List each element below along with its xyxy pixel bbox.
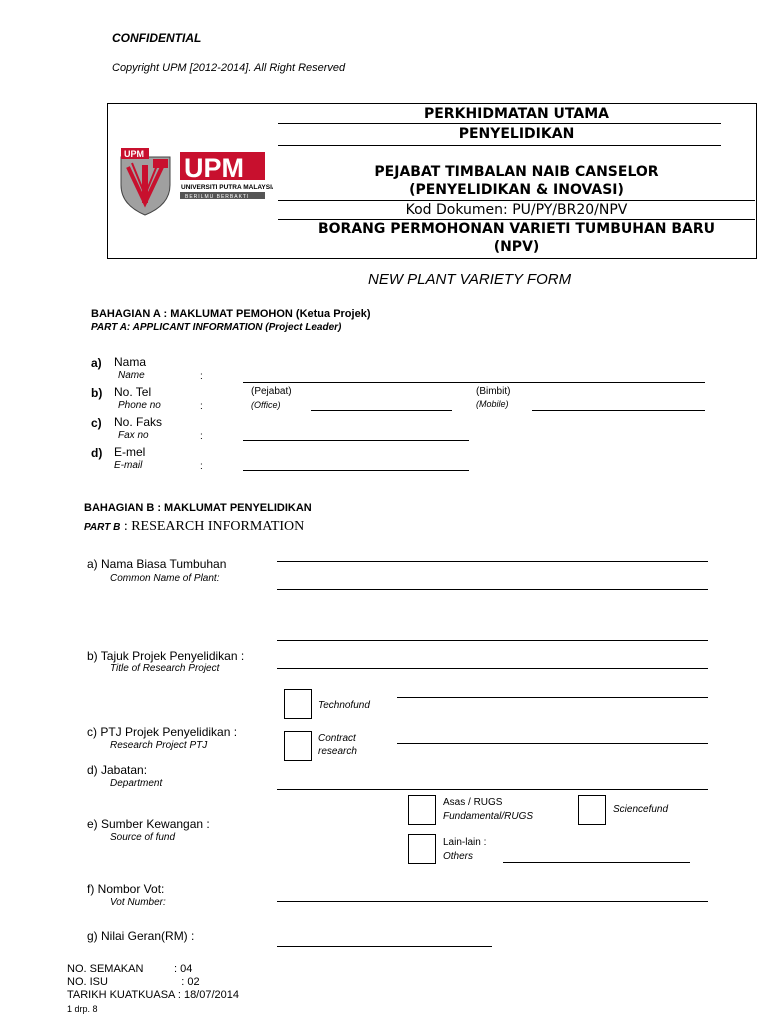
- grant-value-input-line[interactable]: [277, 946, 492, 947]
- sciencefund-checkbox[interactable]: [578, 795, 606, 825]
- ptj-label: c) PTJ Projek Penyelidikan :: [87, 725, 238, 739]
- project-title-input-line[interactable]: [277, 668, 708, 669]
- contract-input-line[interactable]: [397, 743, 708, 744]
- ptj-sublabel: Research Project PTJ: [110, 740, 208, 751]
- confidential-label: CONFIDENTIAL: [112, 31, 202, 45]
- plant-name-input-line[interactable]: [277, 561, 708, 562]
- name-label: Nama: [114, 355, 147, 369]
- effective-date: TARIKH KUATKUASA : 18/07/2014: [67, 989, 240, 1001]
- office-label: (Pejabat): [251, 386, 292, 397]
- fund-source-sublabel: Source of fund: [110, 832, 176, 843]
- part-b-prefix: PART B: [84, 522, 121, 533]
- header-line3: PEJABAT TIMBALAN NAIB CANSELOR: [374, 164, 659, 180]
- project-title-label: b) Tajuk Projek Penyelidikan :: [87, 649, 245, 663]
- phone-label: No. Tel: [114, 385, 152, 399]
- project-title-input-line[interactable]: [277, 640, 708, 641]
- field-colon: :: [200, 401, 203, 412]
- header-divider: [278, 145, 721, 146]
- contract-label: Contract: [318, 733, 356, 744]
- mobile-phone-input-line[interactable]: [532, 410, 705, 411]
- header-line4: (PENYELIDIKAN & INOVASI): [409, 182, 624, 198]
- page-number: 1 drp. 8: [67, 1004, 98, 1014]
- office-sublabel: (Office): [251, 400, 281, 410]
- vot-number-sublabel: Vot Number:: [110, 897, 166, 908]
- part-a-subheading: PART A: APPLICANT INFORMATION (Project Leader): [91, 322, 342, 333]
- field-letter: b): [91, 386, 103, 400]
- part-a-heading: BAHAGIAN A : MAKLUMAT PEMOHON (Ketua Projek): [91, 308, 371, 320]
- part-b-heading: BAHAGIAN B : MAKLUMAT PENYELIDIKAN: [84, 502, 312, 514]
- field-letter: d): [91, 446, 103, 460]
- plant-name-label: a) Nama Biasa Tumbuhan: [87, 557, 227, 571]
- header-divider: [278, 219, 755, 220]
- rugs-label: Asas / RUGS: [443, 797, 503, 808]
- technofund-input-line[interactable]: [397, 697, 708, 698]
- others-label: Lain-lain :: [443, 837, 487, 848]
- office-phone-input-line[interactable]: [311, 410, 452, 411]
- logo-badge: UPM: [124, 149, 144, 159]
- fund-source-label: e) Sumber Kewangan :: [87, 817, 210, 831]
- research-label: research: [318, 746, 357, 757]
- copyright-text: Copyright UPM [2012-2014]. All Right Reserved: [112, 62, 346, 74]
- field-letter: a): [91, 356, 102, 370]
- grant-value-label: g) Nilai Geran(RM) :: [87, 929, 195, 943]
- upm-crest-icon: [118, 145, 273, 217]
- email-label: E-mel: [114, 445, 146, 459]
- logo-text: UPM: [184, 153, 244, 183]
- logo-subtitle: UNIVERSITI PUTRA MALAYSIA: [181, 184, 273, 191]
- fax-input-line[interactable]: [243, 440, 469, 441]
- header-divider: [278, 123, 721, 124]
- upm-logo: [118, 145, 273, 217]
- form-name-line2: (NPV): [493, 239, 540, 255]
- technofund-checkbox[interactable]: [284, 689, 312, 719]
- others-checkbox[interactable]: [408, 834, 436, 864]
- plant-name-sublabel: Common Name of Plant:: [110, 573, 220, 584]
- rugs-sublabel: Fundamental/RUGS: [443, 811, 534, 822]
- fax-label: No. Faks: [114, 415, 163, 429]
- name-sublabel: Name: [118, 370, 145, 381]
- rugs-checkbox[interactable]: [408, 795, 436, 825]
- field-colon: :: [200, 431, 203, 442]
- document-code: Kod Dokumen: PU/PY/BR20/NPV: [405, 202, 628, 218]
- department-input-line[interactable]: [277, 789, 708, 790]
- department-label: d) Jabatan:: [87, 763, 148, 777]
- name-input-line[interactable]: [243, 382, 705, 383]
- header-line1: PERKHIDMATAN UTAMA: [423, 106, 609, 122]
- sciencefund-label: Sciencefund: [613, 804, 669, 815]
- mobile-label: (Bimbit): [476, 386, 511, 397]
- vot-number-label: f) Nombor Vot:: [87, 882, 165, 896]
- project-title-sublabel: Title of Research Project: [110, 663, 220, 674]
- issue-number: NO. ISU : 02: [67, 976, 200, 988]
- email-input-line[interactable]: [243, 470, 469, 471]
- contract-research-checkbox[interactable]: [284, 731, 312, 761]
- header-divider: [278, 200, 755, 201]
- revision-number: NO. SEMAKAN : 04: [67, 963, 193, 975]
- department-sublabel: Department: [110, 778, 163, 789]
- form-title: NEW PLANT VARIETY FORM: [368, 271, 572, 288]
- email-sublabel: E-mail: [114, 460, 143, 471]
- others-input-line[interactable]: [503, 862, 690, 863]
- header-line2: PENYELIDIKAN: [458, 126, 575, 142]
- field-letter: c): [91, 416, 102, 430]
- part-b-subheading: [84, 517, 304, 535]
- others-sublabel: Others: [443, 851, 474, 862]
- field-colon: :: [200, 461, 203, 472]
- field-colon: :: [200, 371, 203, 382]
- vot-number-input-line[interactable]: [277, 901, 708, 902]
- phone-sublabel: Phone no: [118, 400, 161, 411]
- form-name-line1: BORANG PERMOHONAN VARIETI TUMBUHAN BARU: [317, 221, 716, 237]
- technofund-label: Technofund: [318, 700, 370, 711]
- plant-name-input-line[interactable]: [277, 589, 708, 590]
- part-b-title: : RESEARCH INFORMATION: [120, 519, 305, 534]
- mobile-sublabel: (Mobile): [476, 399, 509, 409]
- fax-sublabel: Fax no: [118, 430, 149, 441]
- logo-motto: BERILMU BERBAKTI: [185, 194, 250, 200]
